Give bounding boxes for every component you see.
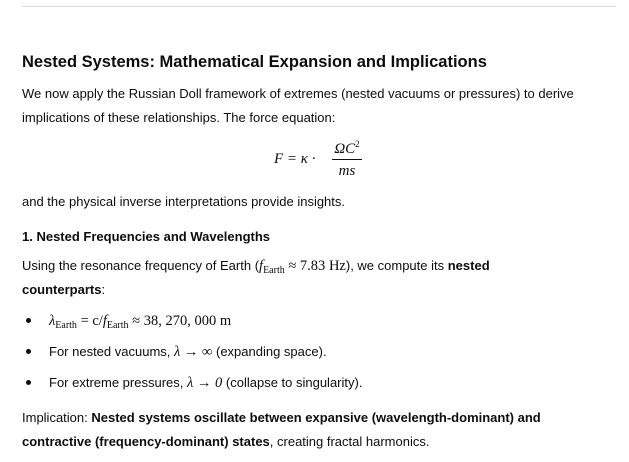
implication-paragraph: Implication: Nested systems oscillate between expansive (wavelength-dominant) and contractive (frequency-dominant) states, creating fractal harmonics.: [22, 410, 541, 449]
list-item: For extreme pressures, λ → 0 (collapse to singularity).: [22, 367, 622, 398]
bullet-dot: [26, 349, 31, 354]
section-heading: Nested Systems: Mathematical Expansion and Implications: [22, 53, 487, 71]
equation-numerator-exponent: 2: [355, 139, 360, 149]
intro-paragraph: [22, 82, 622, 130]
lambda-earth-math: $\lambda_{Earth} = c/f_{Earth} \approx 38$, 270, 000 m: [49, 313, 232, 331]
fraction-bar: [332, 159, 362, 160]
list-item: For nested vacuums, λ → ∞ (expanding space).: [22, 336, 622, 367]
bullet-list: [22, 305, 622, 398]
top-divider: [22, 6, 616, 7]
list-item: [22, 305, 622, 336]
bullet-dot: [26, 380, 31, 385]
subsection-title: 1. Nested Frequencies and Wavelengths: [22, 229, 271, 244]
after-equation-text: and the physical inverse interpretations provide insights.: [22, 194, 346, 209]
equation-fraction: [332, 140, 362, 180]
equation-numerator: $\Omega C^2$: [334, 139, 360, 157]
f-earth-math: $f_{Earth} \approx 7.83$ Hz: [259, 258, 346, 276]
intro-line-1: We now apply the Russian Doll framework of extremes (nested vacuums or pressures) to derive: [22, 86, 574, 101]
resonance-paragraph: Using the resonance frequency of Earth ($f_{Earth} \approx 7.83$ Hz), we compute its nested counterparts:: [22, 258, 490, 297]
force-equation: [0, 140, 629, 184]
intro-line-2: implications of these relationships. The force equation:: [22, 110, 336, 125]
equation-denominator: ms: [338, 163, 356, 179]
bullet-dot: [26, 318, 31, 323]
equation-lhs: F = κ ·: [274, 151, 316, 167]
lambda-zero-math: λ → 0: [187, 375, 223, 391]
lambda-infinity-math: λ → ∞: [174, 344, 213, 360]
